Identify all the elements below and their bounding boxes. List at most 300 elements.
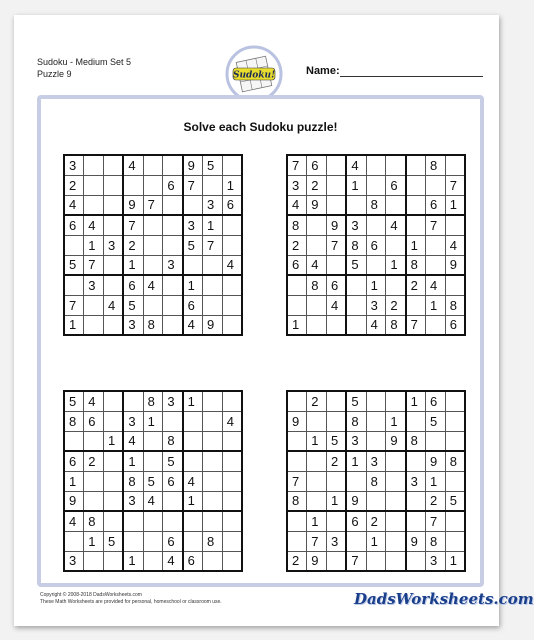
sudoku-cell[interactable] [222,451,242,471]
sudoku-cell: 5 [64,255,84,275]
puzzle-number: Puzzle 9 [37,69,72,79]
sudoku-cell[interactable] [84,471,104,491]
sudoku-cell[interactable] [84,491,104,511]
sudoku-cell[interactable] [222,531,242,551]
sudoku-cell: 1 [143,411,163,431]
sudoku-cell: 8 [346,411,366,431]
sudoku-cell[interactable] [202,295,222,315]
sudoku-cell[interactable] [123,175,143,195]
sudoku-cell: 4 [307,255,327,275]
sudoku-cell[interactable] [406,551,426,571]
sudoku-cell: 7 [84,255,104,275]
sudoku-cell[interactable] [163,411,183,431]
sudoku-cell[interactable] [327,511,347,531]
sudoku-cell[interactable] [406,155,426,175]
sudoku-cell: 8 [386,315,406,335]
sudoku-cell[interactable] [104,195,124,215]
sudoku-cell[interactable] [84,175,104,195]
sudoku-cell: 8 [202,531,222,551]
sudoku-cell: 4 [222,255,242,275]
sudoku-cell[interactable] [366,411,386,431]
sudoku-cell[interactable] [287,431,307,451]
sudoku-cell[interactable] [222,511,242,531]
sudoku-cell: 1 [366,275,386,295]
sudoku-cell[interactable] [425,255,445,275]
sudoku-cell: 5 [64,391,84,411]
sudoku-cell: 2 [84,451,104,471]
sudoku-cell[interactable] [287,511,307,531]
usage-note: These Math Worksheets are provided for personal, homeschool or classroom use. [40,599,222,605]
sudoku-row [287,411,465,431]
set-title: Sudoku - Medium Set 5 [37,57,132,67]
sudoku-cell[interactable] [287,275,307,295]
sudoku-cell: 6 [366,235,386,255]
sudoku-cell: 1 [386,411,406,431]
sudoku-cell[interactable] [104,511,124,531]
sudoku-row [287,511,465,531]
sudoku-cell[interactable] [425,431,445,451]
sudoku-cell[interactable] [406,491,426,511]
sudoku-cell[interactable] [386,235,406,255]
sudoku-cell: 6 [425,195,445,215]
sudoku-cell: 8 [346,235,366,255]
sudoku-cell: 6 [163,471,183,491]
sudoku-cell[interactable] [202,175,222,195]
sudoku-cell[interactable] [445,431,465,451]
sudoku-cell[interactable] [202,511,222,531]
sudoku-cell: 5 [445,491,465,511]
sudoku-cell: 8 [425,531,445,551]
sudoku-cell[interactable] [143,511,163,531]
sudoku-cell: 1 [386,255,406,275]
sudoku-row [64,255,242,275]
sudoku-cell[interactable] [222,391,242,411]
sudoku-cell[interactable] [346,195,366,215]
sudoku-cell: 2 [64,175,84,195]
sudoku-cell[interactable] [386,471,406,491]
sudoku-cell: 7 [307,531,327,551]
sudoku-cell: 8 [123,471,143,491]
sudoku-cell: 6 [445,315,465,335]
sudoku-cell: 9 [406,531,426,551]
sudoku-cell[interactable] [425,315,445,335]
sudoku-cell: 2 [287,235,307,255]
sudoku-cell[interactable] [386,551,406,571]
sudoku-cell[interactable] [366,175,386,195]
sudoku-cell: 7 [287,155,307,175]
sudoku-cell[interactable] [143,235,163,255]
sudoku-cell: 3 [346,215,366,235]
sudoku-cell: 6 [327,275,347,295]
sudoku-cell[interactable] [64,431,84,451]
sudoku-cell[interactable] [143,295,163,315]
sudoku-grid [63,154,243,336]
sudoku-cell: 9 [123,195,143,215]
sudoku-cell[interactable] [445,531,465,551]
sudoku-cell[interactable] [287,295,307,315]
sudoku-cell[interactable] [346,295,366,315]
sudoku-row [64,315,242,335]
sudoku-cell[interactable] [64,531,84,551]
sudoku-cell[interactable] [143,531,163,551]
brand-logo: DadsWorksheets.com [354,590,534,608]
sudoku-cell[interactable] [366,155,386,175]
footer-notice [40,592,222,606]
name-label: Name: [306,65,340,77]
sudoku-cell[interactable] [143,255,163,275]
sudoku-cell[interactable] [307,235,327,255]
sudoku-cell: 1 [366,531,386,551]
sudoku-cell[interactable] [202,551,222,571]
sudoku-cell: 9 [386,431,406,451]
sudoku-cell: 8 [307,275,327,295]
sudoku-cell: 8 [287,491,307,511]
sudoku-cell[interactable] [386,391,406,411]
sudoku-cell[interactable] [163,511,183,531]
sudoku-cell[interactable] [84,431,104,451]
sudoku-cell[interactable] [425,235,445,255]
sudoku-cell[interactable] [183,255,203,275]
sudoku-row [64,411,242,431]
sudoku-cell: 1 [445,551,465,571]
sudoku-cell: 4 [183,315,203,335]
sudoku-row [64,155,242,175]
sudoku-cell[interactable] [104,175,124,195]
sudoku-cell: 1 [346,451,366,471]
sudoku-cell[interactable] [163,491,183,511]
sudoku-cell[interactable] [163,155,183,175]
sudoku-cell: 9 [425,451,445,471]
sudoku-cell: 3 [123,315,143,335]
sudoku-cell[interactable] [445,391,465,411]
sudoku-cell[interactable] [104,155,124,175]
sudoku-cell[interactable] [202,471,222,491]
sudoku-cell: 1 [183,491,203,511]
sudoku-cell: 5 [346,255,366,275]
sudoku-cell: 8 [84,511,104,531]
sudoku-cell: 3 [366,295,386,315]
sudoku-cell: 4 [386,215,406,235]
sudoku-cell[interactable] [222,295,242,315]
sudoku-cell[interactable] [307,491,327,511]
sudoku-cell[interactable] [307,295,327,315]
sudoku-grid [286,154,466,336]
sudoku-cell[interactable] [123,391,143,411]
sudoku-cell[interactable] [327,155,347,175]
sudoku-cell[interactable] [104,491,124,511]
sudoku-cell[interactable] [183,531,203,551]
sudoku-cell: 3 [287,175,307,195]
sudoku-cell: 1 [123,551,143,571]
sudoku-cell: 6 [64,215,84,235]
sudoku-cell[interactable] [366,491,386,511]
sudoku-cell[interactable] [327,471,347,491]
sudoku-cell: 1 [406,235,426,255]
sudoku-cell[interactable] [406,215,426,235]
sudoku-cell: 8 [163,431,183,451]
sudoku-cell[interactable] [202,411,222,431]
sudoku-cell[interactable] [104,411,124,431]
sudoku-cell[interactable] [386,511,406,531]
sudoku-cell[interactable] [64,235,84,255]
puzzle-frame [37,95,484,587]
sudoku-cell[interactable] [346,315,366,335]
sudoku-cell[interactable] [222,471,242,491]
sudoku-cell[interactable] [406,195,426,215]
sudoku-cell[interactable] [406,295,426,315]
sudoku-cell[interactable] [386,275,406,295]
sudoku-cell[interactable] [183,511,203,531]
sudoku-cell: 5 [163,451,183,471]
sudoku-cell: 6 [307,155,327,175]
sudoku-cell: 4 [346,155,366,175]
sudoku-cell: 4 [123,155,143,175]
sudoku-cell[interactable] [222,155,242,175]
sudoku-cell[interactable] [346,531,366,551]
sudoku-cell[interactable] [445,155,465,175]
sudoku-cell: 2 [287,551,307,571]
sudoku-cell[interactable] [425,175,445,195]
sudoku-cell[interactable] [84,155,104,175]
sudoku-cell[interactable] [202,451,222,471]
name-line[interactable] [340,76,483,77]
sudoku-cell[interactable] [406,175,426,195]
sudoku-cell[interactable] [366,551,386,571]
sudoku-cell[interactable] [222,235,242,255]
copyright: Copyright © 2008-2018 DadsWorksheets.com [40,592,142,598]
sudoku-cell[interactable] [445,275,465,295]
sudoku-cell[interactable] [445,411,465,431]
sudoku-cell: 5 [104,531,124,551]
sudoku-cell[interactable] [307,411,327,431]
sudoku-cell: 4 [84,391,104,411]
sudoku-cell[interactable] [104,451,124,471]
sudoku-cell[interactable] [202,275,222,295]
sudoku-cell: 1 [346,175,366,195]
sudoku-cell: 3 [104,235,124,255]
sudoku-cell[interactable] [406,411,426,431]
sudoku-row [64,295,242,315]
sudoku-cell[interactable] [84,551,104,571]
sudoku-cell: 4 [143,491,163,511]
sudoku-cell[interactable] [222,491,242,511]
sudoku-cell: 8 [64,411,84,431]
sudoku-cell[interactable] [183,451,203,471]
sudoku-cell: 1 [307,511,327,531]
sudoku-cell: 6 [64,451,84,471]
sudoku-cell[interactable] [222,431,242,451]
sudoku-cell: 7 [425,215,445,235]
sudoku-cell[interactable] [327,255,347,275]
sudoku-cell: 1 [287,315,307,335]
sudoku-cell[interactable] [163,275,183,295]
sudoku-cell: 9 [64,491,84,511]
sudoku-cell: 5 [123,295,143,315]
sudoku-cell[interactable] [327,551,347,571]
sudoku-cell[interactable] [346,275,366,295]
sudoku-cell[interactable] [104,315,124,335]
instruction: Solve each Sudoku puzzle! [183,120,338,134]
sudoku-row [287,195,465,215]
sudoku-cell[interactable] [163,235,183,255]
sudoku-cell[interactable] [366,391,386,411]
sudoku-cell: 9 [307,195,327,215]
sudoku-row [64,175,242,195]
sudoku-cell: 1 [123,255,143,275]
sudoku-cell[interactable] [366,215,386,235]
sudoku-cell: 3 [163,391,183,411]
sudoku-cell[interactable] [143,551,163,571]
sudoku-cell[interactable] [222,215,242,235]
sudoku-cell: 4 [183,471,203,491]
sudoku-cell[interactable] [143,175,163,195]
sudoku-cell[interactable] [222,275,242,295]
sudoku-cell[interactable] [366,431,386,451]
sudoku-cell[interactable] [104,391,124,411]
sudoku-row [287,431,465,451]
sudoku-cell[interactable] [84,195,104,215]
sudoku-cell[interactable] [84,315,104,335]
sudoku-cell[interactable] [202,391,222,411]
sudoku-cell[interactable] [346,471,366,491]
sudoku-cell: 6 [183,295,203,315]
sudoku-row [287,175,465,195]
sudoku-row [287,295,465,315]
sudoku-cell: 8 [366,195,386,215]
sudoku-cell[interactable] [123,511,143,531]
sudoku-cell: 3 [406,471,426,491]
sudoku-cell: 1 [445,195,465,215]
sudoku-cell[interactable] [327,175,347,195]
sudoku-cell: 1 [202,215,222,235]
sudoku-cell: 6 [123,275,143,295]
sudoku-cell[interactable] [287,391,307,411]
sudoku-cell: 7 [123,215,143,235]
sudoku-cell: 7 [143,195,163,215]
sudoku-cell[interactable] [406,511,426,531]
sudoku-cell[interactable] [163,215,183,235]
sudoku-cell[interactable] [307,471,327,491]
sudoku-cell[interactable] [104,471,124,491]
sudoku-cell[interactable] [183,431,203,451]
sudoku-cell[interactable] [327,411,347,431]
sudoku-row [64,471,242,491]
sudoku-cell[interactable] [386,531,406,551]
sudoku-cell: 9 [287,411,307,431]
sudoku-row [287,315,465,335]
sudoku-cell: 5 [202,155,222,175]
sudoku-row [287,215,465,235]
sudoku-cell: 7 [406,315,426,335]
sudoku-cell[interactable] [202,255,222,275]
sudoku-cell: 5 [425,411,445,431]
sudoku-cell[interactable] [64,275,84,295]
sudoku-cell[interactable] [366,255,386,275]
sudoku-cell[interactable] [183,411,203,431]
sudoku-cell: 1 [64,471,84,491]
sudoku-cell: 3 [123,491,143,511]
sudoku-cell[interactable] [327,195,347,215]
sudoku-cell: 2 [307,391,327,411]
sudoku-cell: 3 [366,451,386,471]
sudoku-cell[interactable] [307,451,327,471]
sudoku-cell[interactable] [445,471,465,491]
sudoku-row [64,531,242,551]
sudoku-cell[interactable] [327,315,347,335]
sudoku-cell[interactable] [183,195,203,215]
worksheet-title [37,56,131,80]
sudoku-cell: 2 [425,491,445,511]
sudoku-cell[interactable] [202,491,222,511]
sudoku-cell: 2 [386,295,406,315]
sudoku-cell[interactable] [406,451,426,471]
sudoku-row [287,391,465,411]
sudoku-cell[interactable] [307,315,327,335]
sudoku-cell[interactable] [104,255,124,275]
sudoku-cell: 7 [445,175,465,195]
sudoku-cell: 1 [222,175,242,195]
sudoku-cell[interactable] [104,275,124,295]
sudoku-row [287,235,465,255]
sudoku-row [287,551,465,571]
sudoku-cell[interactable] [327,391,347,411]
sudoku-cell: 7 [202,235,222,255]
sudoku-cell[interactable] [386,155,406,175]
sudoku-cell[interactable] [445,215,465,235]
sudoku-cell[interactable] [143,155,163,175]
sudoku-cell[interactable] [123,531,143,551]
sudoku-cell[interactable] [84,295,104,315]
sudoku-cell[interactable] [143,431,163,451]
sudoku-cell[interactable] [222,551,242,571]
worksheet-page [14,15,534,626]
sudoku-cell[interactable] [104,215,124,235]
sudoku-cell: 3 [64,155,84,175]
sudoku-cell[interactable] [222,315,242,335]
sudoku-row [287,471,465,491]
sudoku-cell: 9 [183,155,203,175]
sudoku-cell[interactable] [386,491,406,511]
sudoku-cell[interactable] [143,451,163,471]
sudoku-cell: 5 [143,471,163,491]
sudoku-cell[interactable] [386,451,406,471]
sudoku-cell[interactable] [287,531,307,551]
sudoku-row [64,275,242,295]
sudoku-cell: 9 [445,255,465,275]
sudoku-cell[interactable] [104,551,124,571]
sudoku-cell[interactable] [287,451,307,471]
sudoku-cell: 4 [425,275,445,295]
sudoku-cell: 9 [307,551,327,571]
sudoku-cell[interactable] [163,315,183,335]
sudoku-cell: 8 [143,315,163,335]
sudoku-cell[interactable] [163,295,183,315]
sudoku-cell[interactable] [143,215,163,235]
sudoku-cell[interactable] [307,215,327,235]
sudoku-cell: 7 [327,235,347,255]
sudoku-cell[interactable] [163,195,183,215]
sudoku-row [287,275,465,295]
sudoku-cell[interactable] [445,511,465,531]
sudoku-cell: 4 [84,215,104,235]
sudoku-cell[interactable] [202,431,222,451]
sudoku-cell: 9 [327,215,347,235]
sudoku-cell: 7 [183,175,203,195]
sudoku-row [64,195,242,215]
sudoku-cell[interactable] [386,195,406,215]
sudoku-cell: 4 [445,235,465,255]
sudoku-cell: 5 [327,431,347,451]
